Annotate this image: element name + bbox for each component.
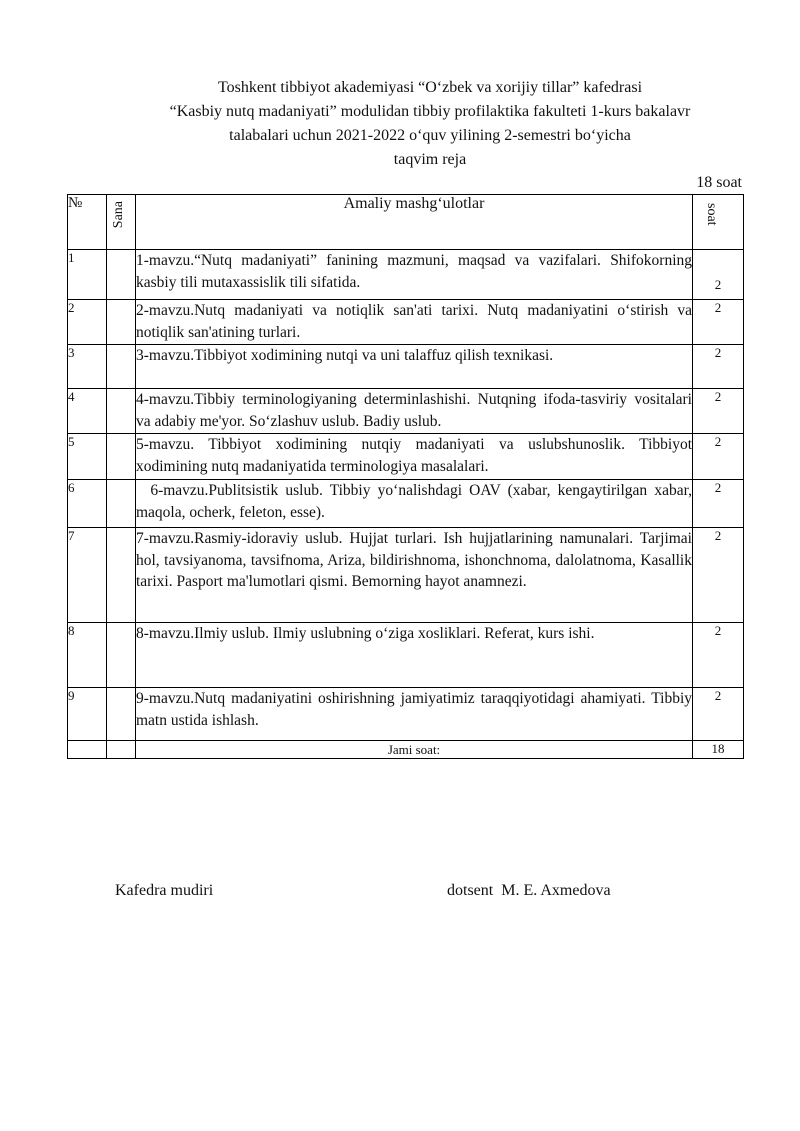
table-row [68, 623, 744, 688]
row-topic: 3-mavzu.Tibbiyot xodimining nutqi va uni talaffuz qilish texnikasi. [136, 345, 693, 389]
row-topic: 2-mavzu.Nutq madaniyati va notiqlik san'ati tarixi. Nutq madaniyatini o‘stirish va notiqlik san'atining turlari. [136, 300, 693, 345]
document-header [0, 76, 800, 172]
row-date [107, 389, 136, 434]
row-hours: 2 [693, 528, 744, 623]
column-header-topic: Amaliy mashg‘ulotlar [136, 195, 693, 250]
row-number: 9 [68, 688, 107, 741]
table-row [68, 434, 744, 480]
row-date [107, 528, 136, 623]
row-number: 2 [68, 300, 107, 345]
table-row [68, 250, 744, 300]
column-header-date [107, 195, 136, 250]
row-date [107, 345, 136, 389]
row-date [107, 480, 136, 528]
row-number: 7 [68, 528, 107, 623]
row-number: 4 [68, 389, 107, 434]
table-row [68, 528, 744, 623]
total-row-date [107, 741, 136, 759]
row-number: 3 [68, 345, 107, 389]
table-total-row [68, 741, 744, 759]
signature-name: dotsent M. E. Axmedova [447, 882, 611, 899]
row-topic: 9-mavzu.Nutq madaniyatini oshirishning jamiyatimiz taraqqiyotidagi ahamiyati. Tibbiy matn ustida ishlash. [136, 688, 693, 741]
table-header-row [68, 195, 744, 250]
row-date [107, 623, 136, 688]
row-number: 1 [68, 250, 107, 300]
row-hours: 2 [693, 345, 744, 389]
row-hours: 2 [693, 688, 744, 741]
row-number: 6 [68, 480, 107, 528]
row-topic: 4-mavzu.Tibbiy terminologiyaning determinlashishi. Nutqning ifoda-tasviriy vositalari va adabiy me'yor. So‘zlashuv uslub. Badiy uslub. [136, 389, 693, 434]
total-hours-row-label: Jami soat: [136, 741, 693, 759]
row-hours: 2 [693, 480, 744, 528]
column-header-hours [693, 195, 744, 250]
total-row-number [68, 741, 107, 759]
row-number: 5 [68, 434, 107, 480]
table-row [68, 688, 744, 741]
header-line-3: talabalari uchun 2021-2022 o‘quv yilining 2-semestri bo‘yicha [229, 127, 631, 144]
row-date [107, 250, 136, 300]
signature-position: Kafedra mudiri [115, 882, 214, 899]
row-date [107, 434, 136, 480]
column-header-date-label: Sana [111, 201, 126, 229]
table-row [68, 480, 744, 528]
total-hours-label: 18 soat [696, 174, 742, 191]
row-hours: 2 [693, 434, 744, 480]
schedule-table [67, 194, 744, 759]
row-topic: 1-mavzu.“Nutq madaniyati” fanining mazmuni, maqsad va vazifalari. Shifokorning kasbiy tili mutaxassislik tili sifatida. [136, 250, 693, 300]
row-hours: 2 [693, 623, 744, 688]
row-number: 8 [68, 623, 107, 688]
row-hours: 2 [693, 300, 744, 345]
row-hours: 2 [693, 389, 744, 434]
row-date [107, 300, 136, 345]
table-row [68, 300, 744, 345]
row-topic: 7-mavzu.Rasmiy-idoraviy uslub. Hujjat turlari. Ish hujjatlarining namunalari. Tarjimai hol, tavsiyanoma, tavsifnoma, Ariza, bildirishnoma, ishonchnoma, dalolatnoma, Kasallik tarixi. Pasport ma'lumotlari qismi. Bemorning hayot anamnezi. [136, 528, 693, 623]
column-header-number: № [68, 195, 107, 250]
row-topic: 8-mavzu.Ilmiy uslub. Ilmiy uslubning o‘ziga xosliklari. Referat, kurs ishi. [136, 623, 693, 688]
table-row [68, 389, 744, 434]
column-header-hours-label: soat [704, 203, 719, 226]
table-row [68, 345, 744, 389]
row-topic: 5-mavzu. Tibbiyot xodimining nutqiy madaniyati va uslubshunoslik. Tibbiyot xodimining nutq madaniyatida terminologiya masalalari. [136, 434, 693, 480]
header-line-1: Toshkent tibbiyot akademiyasi “O‘zbek va xorijiy tillar” kafedrasi [217, 79, 643, 96]
total-hours-row-value: 18 [693, 741, 744, 759]
row-date [107, 688, 136, 741]
header-line-4: taqvim reja [393, 151, 467, 168]
row-hours: 2 [693, 250, 744, 300]
row-topic: 6-mavzu.Publitsistik uslub. Tibbiy yo‘nalishdagi OAV (xabar, kengaytirilgan xabar, maqola, ocherk, feleton, esse). [136, 480, 693, 528]
header-line-2: “Kasbiy nutq madaniyati” modulidan tibbiy profilaktika fakulteti 1-kurs bakalavr [169, 103, 691, 120]
